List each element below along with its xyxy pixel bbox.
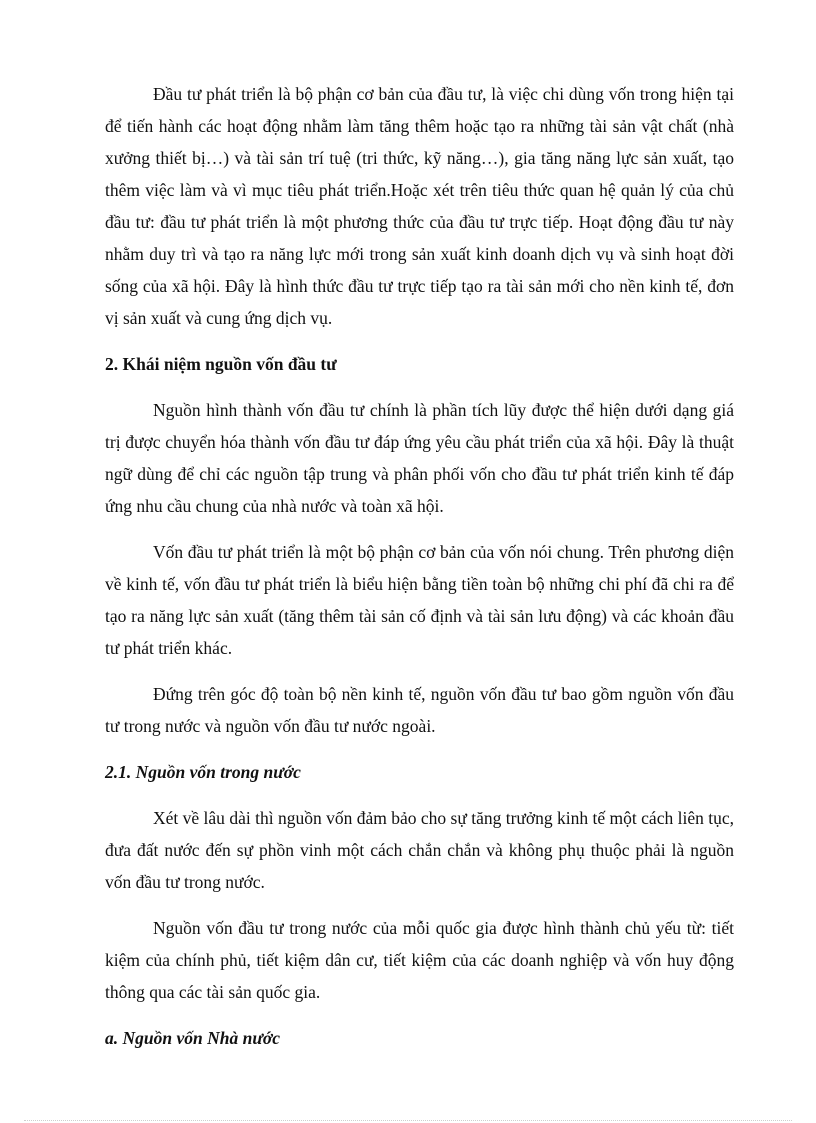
subsection-heading-domestic-capital: 2.1. Nguồn vốn trong nước: [105, 762, 301, 782]
page-bottom-divider: [24, 1120, 792, 1121]
section-heading-investment-capital-concept: 2. Khái niệm nguồn vốn đầu tư: [105, 354, 337, 374]
paragraph-capital-formation: Nguồn hình thành vốn đầu tư chính là phần tích lũy được thể hiện dưới dạng giá trị được chuyển hóa thành vốn đầu tư đáp ứng yêu cầu phát triển của xã hội. Đây là thuật ngữ dùng để chỉ các nguồn tập trung và phân phối vốn cho đầu tư phát triển kinh tế đáp ứng nhu cầu chung của nhà nước và toàn xã hội.: [105, 400, 734, 516]
paragraph-investment-development: Đầu tư phát triển là bộ phận cơ bản của đầu tư, là việc chi dùng vốn trong hiện tại để tiến hành các hoạt động nhằm làm tăng thêm hoặc tạo ra những tài sản vật chất (nhà xưởng thiết bị…) và tài sản trí tuệ (tri thức, kỹ năng…), gia tăng năng lực sản xuất, tạo thêm việc làm và vì mục tiêu phát triển.Hoặc xét trên tiêu thức quan hệ quản lý của chủ đầu tư: đầu tư phát triển là một phương thức của đầu tư trực tiếp. Hoạt động đầu tư này nhằm duy trì và tạo ra năng lực mới trong sản xuất kinh doanh dịch vụ và sinh hoạt đời sống của xã hội. Đây là hình thức đầu tư trực tiếp tạo ra tài sản mới cho nền kinh tế, đơn vị sản xuất và cung ứng dịch vụ.: [105, 84, 734, 328]
document-page: [105, 78, 734, 1068]
subsection-heading-state-capital: a. Nguồn vốn Nhà nước: [105, 1028, 280, 1048]
paragraph-economy-perspective: Đứng trên góc độ toàn bộ nền kinh tế, nguồn vốn đầu tư bao gồm nguồn vốn đầu tư trong nước và nguồn vốn đầu tư nước ngoài.: [105, 684, 734, 736]
paragraph-domestic-sources: Nguồn vốn đầu tư trong nước của mỗi quốc gia được hình thành chủ yếu từ: tiết kiệm của chính phủ, tiết kiệm dân cư, tiết kiệm của các doanh nghiệp và vốn huy động thông qua các tài sản quốc gia.: [105, 918, 734, 1002]
paragraph-long-term-capital: Xét về lâu dài thì nguồn vốn đảm bảo cho sự tăng trưởng kinh tế một cách liên tục, đưa đất nước đến sự phồn vinh một cách chắn chắn và không phụ thuộc phải là nguồn vốn đầu tư trong nước.: [105, 808, 734, 892]
paragraph-development-capital: Vốn đầu tư phát triển là một bộ phận cơ bản của vốn nói chung. Trên phương diện về kinh tế, vốn đầu tư phát triển là biểu hiện bằng tiền toàn bộ những chi phí đã chi ra để tạo ra năng lực sản xuất (tăng thêm tài sản cố định và tài sản lưu động) và các khoản đầu tư phát triển khác.: [105, 542, 734, 658]
